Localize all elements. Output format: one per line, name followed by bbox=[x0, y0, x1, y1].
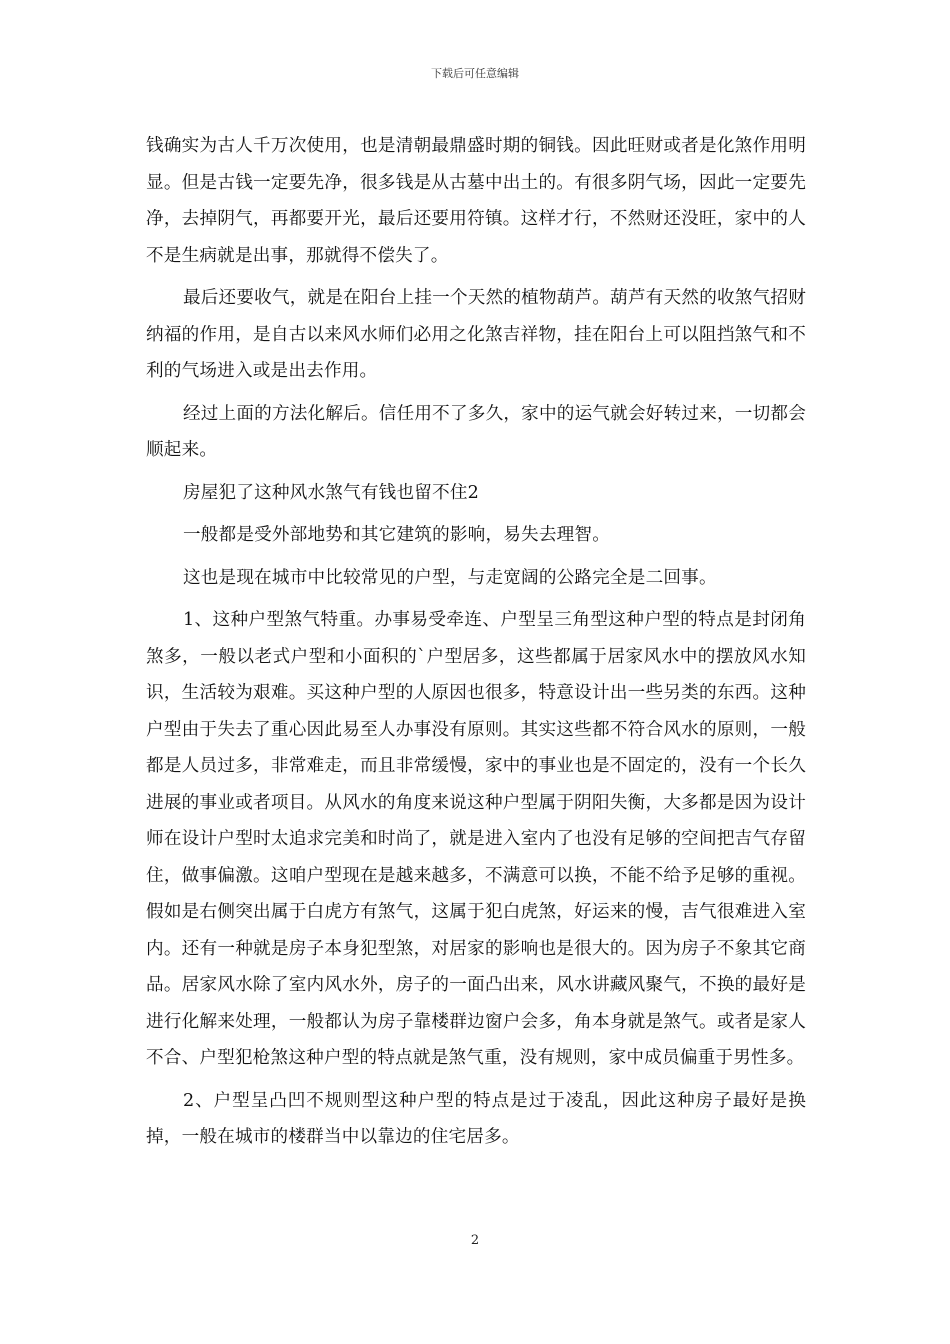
paragraph: 最后还要收气，就是在阳台上挂一个天然的植物葫芦。葫芦有天然的收煞气招财纳福的作用，是自古以来风水师们必用之化煞吉祥物，挂在阳台上可以阻挡煞气和不利的气场进入或是出去作用。 bbox=[146, 288, 806, 381]
paragraph: 这也是现在城市中比较常见的户型，与走宽阔的公路完全是二回事。 bbox=[182, 567, 717, 588]
page-header: 下载后可任意编辑 bbox=[431, 67, 519, 80]
list-item: 1、这种户型煞气特重。办事易受牵连、户型呈三角型这种户型的特点是封闭角煞多，一般以老式户型和小面积的`户型居多，这些都属于居家风水中的摆放风水知识，生活较为艰难。买这种户型的人原因也很多，特意设计出一些另类的东西。这种户型由于失去了重心因此易至人办事没有原则。其实这些都不符合风水的原则，一般都是人员过多，非常难走，而且非常缓慢，家中的事业也是不固定的，没有一个长久进展的事业或者项目。从风水的角度来说这种户型属于阴阳失衡，大多都是因为设计师在设计户型时太追求完美和时尚了，就是进入室内了也没有足够的空间把吉气存留住，做事偏激。这咱户型现在是越来越多，不满意可以换，不能不给予足够的重视。假如是右侧突出属于白虎方有煞气，这属于犯白虎煞，好运来的慢，吉气很难进入室内。还有一种就是房子本身犯型煞，对居家的影响也是很大的。因为房子不象其它商品。居家风水除了室内风水外，房子的一面凸出来，风水讲藏风聚气，不换的最好是进行化解来处理，一般都认为房子靠楼群边窗户会多，角本身就是煞气。或者是家人不合、户型犯枪煞这种户型的特点就是煞气重，没有规则，家中成员偏重于男性多。 bbox=[146, 610, 806, 1068]
list-item: 2、户型呈凸凹不规则型这种户型的特点是过于凌乱，因此这种房子最好是换掉，一般在城市的楼群当中以靠边的住宅居多。 bbox=[146, 1090, 806, 1147]
paragraph: 一般都是受外部地势和其它建筑的影响，易失去理智。 bbox=[182, 525, 611, 545]
section-title: 房屋犯了这种风水煞气有钱也留不住2 bbox=[182, 482, 480, 503]
paragraph: 经过上面的方法化解后。信任用不了多久，家中的运气就会好转过来，一切都会顺起来。 bbox=[146, 403, 806, 460]
page-number: 2 bbox=[470, 1233, 480, 1248]
document-body bbox=[146, 128, 806, 1162]
paragraph-continuation: 钱确实为古人千万次使用，也是清朝最鼎盛时期的铜钱。因此旺财或者是化煞作用明显。但是古钱一定要先净，很多钱是从古墓中出土的。有很多阴气场，因此一定要先净，去掉阴气，再都要开光，最后还要用符镇。这样才行，不然财还没旺，家中的人不是生病就是出事，那就得不偿失了。 bbox=[146, 136, 806, 266]
